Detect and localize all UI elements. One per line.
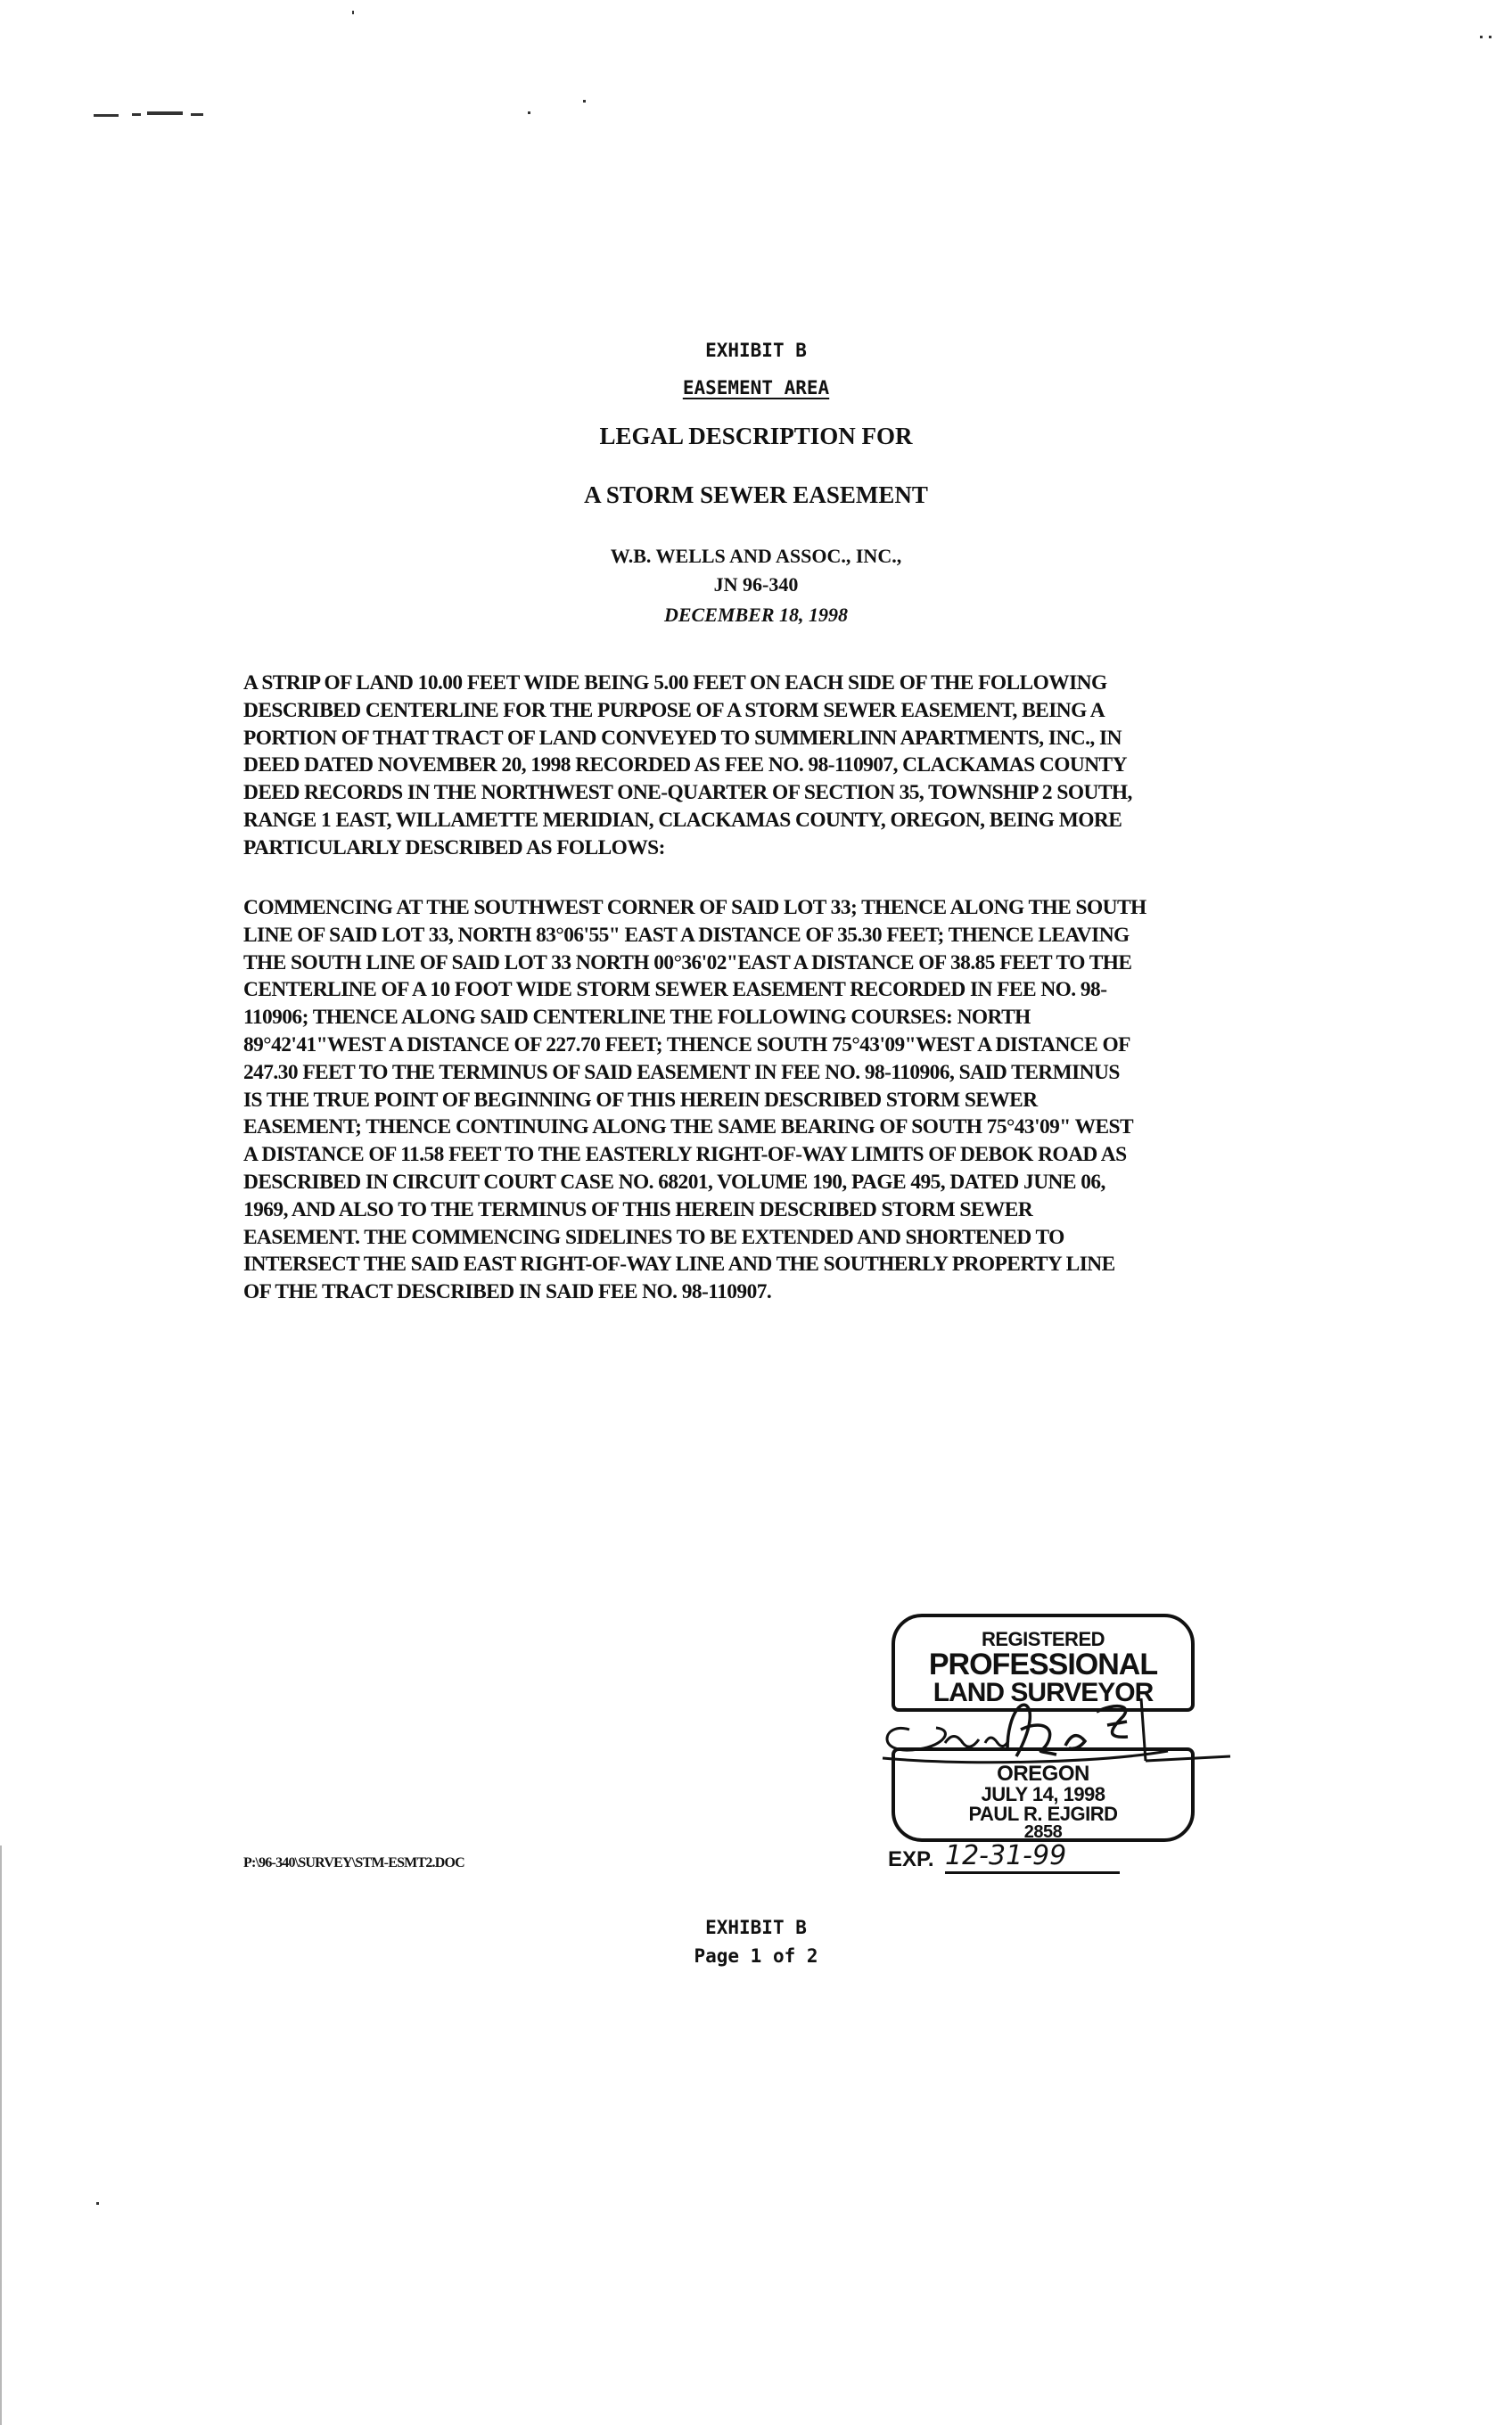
- stamp-professional: PROFESSIONAL: [928, 1648, 1158, 1681]
- expiration-label: EXP.: [888, 1847, 934, 1871]
- paragraph-line: DESCRIBED IN CIRCUIT COURT CASE NO. 68201, VOLUME 190, PAGE 495, DATED JUNE 06,: [243, 1170, 1105, 1194]
- paragraph-line: PARTICULARLY DESCRIBED AS FOLLOWS:: [243, 835, 665, 859]
- exhibit-label-bottom: EXHIBIT B: [705, 1917, 807, 1938]
- document-date: DECEMBER 18, 1998: [664, 604, 848, 626]
- expiration-date: 12-31-99: [945, 1840, 1120, 1874]
- stamp-land-surveyor: LAND SURVEYOR: [933, 1678, 1154, 1707]
- stamp-state: OREGON: [997, 1762, 1089, 1786]
- paragraph-line: OF THE TRACT DESCRIBED IN SAID FEE NO. 98-110907.: [243, 1280, 772, 1304]
- stamp-surveyor-name: PAUL R. EJGIRD: [968, 1803, 1118, 1825]
- description-paragraph-2: [243, 894, 1264, 1306]
- document-title-line2: A STORM SEWER EASEMENT: [584, 481, 928, 508]
- paragraph-line: 247.30 FEET TO THE TERMINUS OF SAID EASEMENT IN FEE NO. 98-110906, SAID TERMINUS: [243, 1060, 1120, 1084]
- page-number: Page 1 of 2: [694, 1945, 818, 1967]
- scan-speck: [528, 111, 530, 114]
- scan-speck: [132, 113, 141, 116]
- scan-speck: [191, 113, 203, 116]
- scan-speck: [96, 2202, 99, 2205]
- paragraph-line: A STRIP OF LAND 10.00 FEET WIDE BEING 5.00 FEET ON EACH SIDE OF THE FOLLOWING: [243, 671, 1107, 695]
- paragraph-line: DESCRIBED CENTERLINE FOR THE PURPOSE OF A STORM SEWER EASEMENT, BEING A: [243, 698, 1105, 722]
- stamp-registered: REGISTERED: [981, 1628, 1105, 1650]
- scan-speck: [94, 114, 119, 117]
- paragraph-line: 89°42'41"WEST A DISTANCE OF 227.70 FEET; THENCE SOUTH 75°43'09"WEST A DISTANCE OF: [243, 1032, 1130, 1056]
- exhibit-label-top: EXHIBIT B: [705, 340, 807, 361]
- scan-edge: [0, 1845, 2, 2425]
- paragraph-line: 110906; THENCE ALONG SAID CENTERLINE THE FOLLOWING COURSES: NORTH: [243, 1006, 1031, 1030]
- scan-speck: [583, 100, 586, 103]
- paragraph-line: LINE OF SAID LOT 33, NORTH 83°06'55" EAST A DISTANCE OF 35.30 FEET; THENCE LEAVING: [243, 923, 1130, 947]
- paragraph-line: RANGE 1 EAST, WILLAMETTE MERIDIAN, CLACKAMAS COUNTY, OREGON, BEING MORE: [243, 808, 1122, 832]
- paragraph-line: DEED DATED NOVEMBER 20, 1998 RECORDED AS FEE NO. 98-110907, CLACKAMAS COUNTY: [243, 753, 1127, 777]
- paragraph-line: EASEMENT. THE COMMENCING SIDELINES TO BE EXTENDED AND SHORTENED TO: [243, 1225, 1064, 1249]
- easement-area-subtitle: [0, 377, 1512, 399]
- document-title-line1: LEGAL DESCRIPTION FOR: [599, 423, 913, 449]
- paragraph-line: 1969, AND ALSO TO THE TERMINUS OF THIS HEREIN DESCRIBED STORM SEWER: [243, 1197, 1033, 1221]
- easement-area-text: EASEMENT AREA: [682, 377, 830, 399]
- paragraph-line: COMMENCING AT THE SOUTHWEST CORNER OF SAID LOT 33; THENCE ALONG THE SOUTH: [243, 896, 1146, 919]
- scan-speck: [352, 11, 354, 14]
- file-path: P:\96-340\SURVEY\STM-ESMT2.DOC: [243, 1855, 464, 1870]
- stamp-license-number: 2858: [1023, 1822, 1063, 1842]
- paragraph-line: THE SOUTH LINE OF SAID LOT 33 NORTH 00°36'02"EAST A DISTANCE OF 38.85 FEET TO THE: [243, 950, 1132, 974]
- scan-speck: [1489, 36, 1491, 38]
- company-name: W.B. WELLS AND ASSOC., INC.,: [610, 545, 902, 567]
- paragraph-line: EASEMENT; THENCE CONTINUING ALONG THE SAME BEARING OF SOUTH 75°43'09" WEST: [243, 1115, 1134, 1139]
- scan-speck: [147, 111, 183, 115]
- stamp-date: JULY 14, 1998: [981, 1783, 1105, 1805]
- paragraph-line: INTERSECT THE SAID EAST RIGHT-OF-WAY LINE AND THE SOUTHERLY PROPERTY LINE: [243, 1253, 1115, 1277]
- surveyor-stamp: [874, 1614, 1248, 1872]
- scan-speck: [1480, 36, 1483, 38]
- paragraph-line: CENTERLINE OF A 10 FOOT WIDE STORM SEWER EASEMENT RECORDED IN FEE NO. 98-: [243, 978, 1107, 1002]
- description-paragraph-1: [243, 670, 1264, 862]
- paragraph-line: IS THE TRUE POINT OF BEGINNING OF THIS HEREIN DESCRIBED STORM SEWER: [243, 1088, 1038, 1112]
- paragraph-line: PORTION OF THAT TRACT OF LAND CONVEYED TO SUMMERLINN APARTMENTS, INC., IN: [243, 726, 1122, 750]
- job-number: JN 96-340: [713, 573, 799, 596]
- paragraph-line: DEED RECORDS IN THE NORTHWEST ONE-QUARTER OF SECTION 35, TOWNSHIP 2 SOUTH,: [243, 781, 1132, 805]
- paragraph-line: A DISTANCE OF 11.58 FEET TO THE EASTERLY RIGHT-OF-WAY LIMITS OF DEBOK ROAD AS: [243, 1143, 1127, 1167]
